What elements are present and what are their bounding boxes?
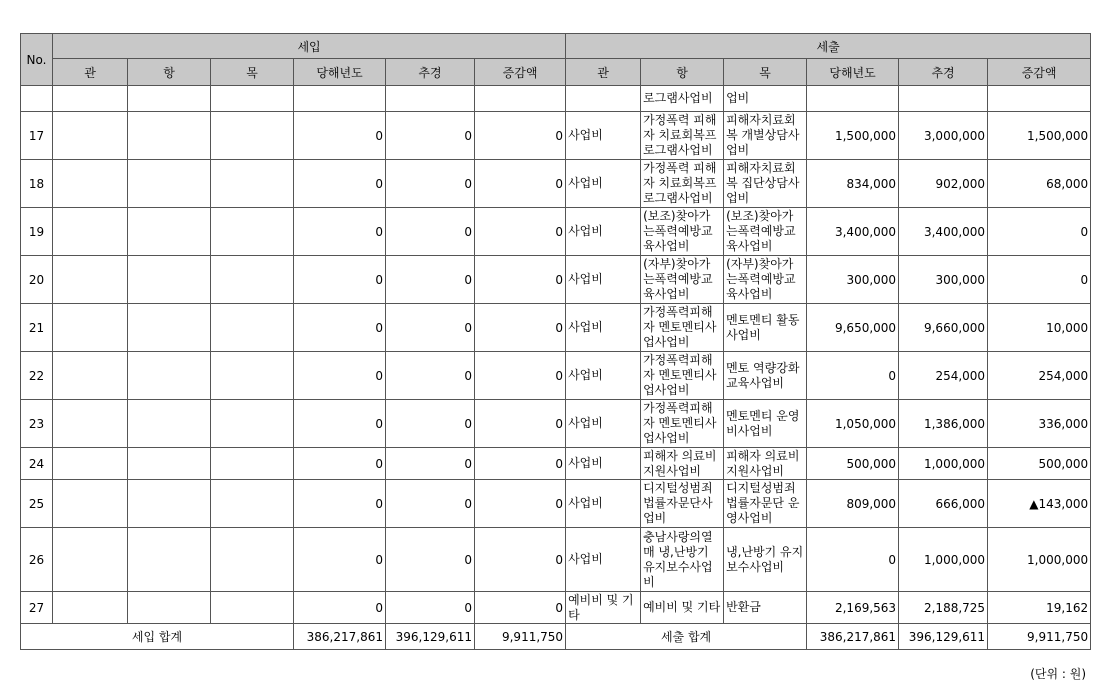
expense-current-cell: 1,050,000 [807, 400, 899, 448]
income-supplement-cell: 0 [386, 304, 475, 352]
income-supplement-cell: 0 [386, 256, 475, 304]
income-supplement-cell: 0 [386, 480, 475, 528]
income-diff-cell: 0 [475, 592, 566, 624]
income-diff-cell: 0 [475, 400, 566, 448]
expense-gwan-cell: 사업비 [566, 528, 641, 592]
expense-current-cell: 500,000 [807, 448, 899, 480]
expense-current-cell: 2,169,563 [807, 592, 899, 624]
expense-diff-cell: 500,000 [988, 448, 1091, 480]
table-row [21, 208, 1091, 256]
expense-header: 세출 [566, 34, 1091, 59]
expense-current-cell: 834,000 [807, 160, 899, 208]
expense-total-current: 386,217,861 [807, 624, 899, 650]
expense-current-cell: 0 [807, 528, 899, 592]
table-row [21, 352, 1091, 400]
income-current-cell: 0 [294, 528, 386, 592]
expense-hang-cell: 가정폭력피해자 멘토멘티사업사업비 [641, 304, 724, 352]
expense-diff-cell: 1,000,000 [988, 528, 1091, 592]
income-hang-cell [128, 400, 211, 448]
expense-hang-cell: (보조)찾아가는폭력예방교육사업비 [641, 208, 724, 256]
expense-gwan-cell: 사업비 [566, 208, 641, 256]
expense-gwan-cell: 사업비 [566, 304, 641, 352]
table-body [21, 86, 1091, 624]
income-supplement-cell: 0 [386, 448, 475, 480]
expense-supplement-cell [899, 86, 988, 112]
income-total-label: 세입 합계 [21, 624, 294, 650]
income-gwan-cell [53, 592, 128, 624]
income-gwan-cell [53, 400, 128, 448]
income-current-cell: 0 [294, 256, 386, 304]
row-no-cell [21, 86, 53, 112]
expense-diff-cell: 10,000 [988, 304, 1091, 352]
table-row [21, 112, 1091, 160]
expense-gwan-cell: 사업비 [566, 352, 641, 400]
expense-col-diff: 증감액 [988, 59, 1091, 86]
income-diff-cell: 0 [475, 112, 566, 160]
income-mok-cell [211, 448, 294, 480]
income-current-cell: 0 [294, 304, 386, 352]
expense-hang-cell: 가정폭력 피해자 치료회복프로그램사업비 [641, 160, 724, 208]
expense-supplement-cell: 9,660,000 [899, 304, 988, 352]
col-no-header: No. [21, 34, 53, 86]
table-row [21, 592, 1091, 624]
expense-current-cell: 1,500,000 [807, 112, 899, 160]
expense-supplement-cell: 300,000 [899, 256, 988, 304]
row-no-cell: 27 [21, 592, 53, 624]
expense-col-mok: 목 [724, 59, 807, 86]
income-current-cell: 0 [294, 400, 386, 448]
income-hang-cell [128, 448, 211, 480]
expense-hang-cell: 로그램사업비 [641, 86, 724, 112]
expense-current-cell [807, 86, 899, 112]
income-col-current: 당해년도 [294, 59, 386, 86]
table-row [21, 528, 1091, 592]
row-no-cell: 24 [21, 448, 53, 480]
expense-supplement-cell: 666,000 [899, 480, 988, 528]
expense-supplement-cell: 3,400,000 [899, 208, 988, 256]
income-hang-cell [128, 480, 211, 528]
table-row [21, 256, 1091, 304]
table-row [21, 86, 1091, 112]
income-total-current: 386,217,861 [294, 624, 386, 650]
expense-supplement-cell: 1,000,000 [899, 448, 988, 480]
income-mok-cell [211, 112, 294, 160]
expense-col-current: 당해년도 [807, 59, 899, 86]
expense-diff-cell: 0 [988, 256, 1091, 304]
expense-gwan-cell: 예비비 및 기타 [566, 592, 641, 624]
income-supplement-cell: 0 [386, 208, 475, 256]
totals-row [21, 624, 1091, 650]
expense-supplement-cell: 1,386,000 [899, 400, 988, 448]
income-hang-cell [128, 592, 211, 624]
expense-supplement-cell: 1,000,000 [899, 528, 988, 592]
expense-mok-cell: 반환금 [724, 592, 807, 624]
row-no-cell: 23 [21, 400, 53, 448]
expense-gwan-cell [566, 86, 641, 112]
income-hang-cell [128, 256, 211, 304]
row-no-cell: 22 [21, 352, 53, 400]
income-mok-cell [211, 86, 294, 112]
expense-hang-cell: 예비비 및 기타 [641, 592, 724, 624]
expense-hang-cell: 충남사랑의열매 냉,난방기 유지보수사업비 [641, 528, 724, 592]
expense-total-supplement: 396,129,611 [899, 624, 988, 650]
income-gwan-cell [53, 256, 128, 304]
income-hang-cell [128, 208, 211, 256]
income-mok-cell [211, 480, 294, 528]
expense-hang-cell: 디지털성범죄 법률자문단사업비 [641, 480, 724, 528]
income-mok-cell [211, 528, 294, 592]
table-row [21, 448, 1091, 480]
income-supplement-cell: 0 [386, 160, 475, 208]
income-hang-cell [128, 160, 211, 208]
expense-mok-cell: 멘토멘티 운영비사업비 [724, 400, 807, 448]
expense-mok-cell: 멘토 역량강화 교육사업비 [724, 352, 807, 400]
income-gwan-cell [53, 528, 128, 592]
expense-supplement-cell: 2,188,725 [899, 592, 988, 624]
expense-total-label: 세출 합계 [566, 624, 807, 650]
expense-diff-cell: 254,000 [988, 352, 1091, 400]
expense-mok-cell: 피해자치료회복 집단상담사업비 [724, 160, 807, 208]
income-diff-cell: 0 [475, 256, 566, 304]
expense-gwan-cell: 사업비 [566, 400, 641, 448]
income-diff-cell: 0 [475, 352, 566, 400]
income-supplement-cell: 0 [386, 352, 475, 400]
income-hang-cell [128, 528, 211, 592]
budget-table-container [20, 33, 1090, 650]
row-no-cell: 20 [21, 256, 53, 304]
expense-col-hang: 항 [641, 59, 724, 86]
income-diff-cell: 0 [475, 480, 566, 528]
row-no-cell: 21 [21, 304, 53, 352]
income-diff-cell: 0 [475, 208, 566, 256]
income-diff-cell: 0 [475, 160, 566, 208]
income-mok-cell [211, 304, 294, 352]
row-no-cell: 26 [21, 528, 53, 592]
expense-gwan-cell: 사업비 [566, 448, 641, 480]
income-supplement-cell: 0 [386, 592, 475, 624]
expense-mok-cell: 멘토멘티 활동사업비 [724, 304, 807, 352]
expense-diff-cell: ▲143,000 [988, 480, 1091, 528]
table-row [21, 160, 1091, 208]
expense-hang-cell: (자부)찾아가는폭력예방교육사업비 [641, 256, 724, 304]
expense-current-cell: 300,000 [807, 256, 899, 304]
expense-mok-cell: 디지털성범죄 법률자문단 운영사업비 [724, 480, 807, 528]
income-header: 세입 [53, 34, 566, 59]
expense-supplement-cell: 902,000 [899, 160, 988, 208]
expense-diff-cell [988, 86, 1091, 112]
expense-hang-cell: 가정폭력피해자 멘토멘티사업사업비 [641, 400, 724, 448]
income-supplement-cell [386, 86, 475, 112]
income-gwan-cell [53, 480, 128, 528]
budget-table [20, 33, 1091, 650]
table-row [21, 480, 1091, 528]
expense-current-cell: 809,000 [807, 480, 899, 528]
income-mok-cell [211, 592, 294, 624]
income-hang-cell [128, 112, 211, 160]
income-current-cell: 0 [294, 208, 386, 256]
expense-supplement-cell: 254,000 [899, 352, 988, 400]
row-no-cell: 17 [21, 112, 53, 160]
income-hang-cell [128, 86, 211, 112]
expense-diff-cell: 336,000 [988, 400, 1091, 448]
row-no-cell: 25 [21, 480, 53, 528]
expense-hang-cell: 피해자 의료비 지원사업비 [641, 448, 724, 480]
income-hang-cell [128, 352, 211, 400]
expense-current-cell: 9,650,000 [807, 304, 899, 352]
income-gwan-cell [53, 86, 128, 112]
expense-mok-cell: (보조)찾아가는폭력예방교육사업비 [724, 208, 807, 256]
income-diff-cell [475, 86, 566, 112]
income-diff-cell: 0 [475, 304, 566, 352]
expense-diff-cell: 19,162 [988, 592, 1091, 624]
expense-hang-cell: 가정폭력 피해자 치료회복프로그램사업비 [641, 112, 724, 160]
income-col-hang: 항 [128, 59, 211, 86]
income-diff-cell: 0 [475, 528, 566, 592]
income-supplement-cell: 0 [386, 528, 475, 592]
expense-col-gwan: 관 [566, 59, 641, 86]
income-current-cell: 0 [294, 592, 386, 624]
expense-mok-cell: 피해자치료회복 개별상담사업비 [724, 112, 807, 160]
expense-col-supplement: 추경 [899, 59, 988, 86]
expense-diff-cell: 68,000 [988, 160, 1091, 208]
income-mok-cell [211, 160, 294, 208]
expense-current-cell: 3,400,000 [807, 208, 899, 256]
income-gwan-cell [53, 160, 128, 208]
income-supplement-cell: 0 [386, 400, 475, 448]
row-no-cell: 18 [21, 160, 53, 208]
expense-gwan-cell: 사업비 [566, 480, 641, 528]
income-col-supplement: 추경 [386, 59, 475, 86]
income-col-gwan: 관 [53, 59, 128, 86]
income-col-diff: 증감액 [475, 59, 566, 86]
expense-mok-cell: 피해자 의료비 지원사업비 [724, 448, 807, 480]
income-mok-cell [211, 208, 294, 256]
income-gwan-cell [53, 304, 128, 352]
income-total-diff: 9,911,750 [475, 624, 566, 650]
income-mok-cell [211, 400, 294, 448]
income-hang-cell [128, 304, 211, 352]
income-current-cell: 0 [294, 160, 386, 208]
income-diff-cell: 0 [475, 448, 566, 480]
expense-gwan-cell: 사업비 [566, 256, 641, 304]
income-gwan-cell [53, 352, 128, 400]
expense-mok-cell: 업비 [724, 86, 807, 112]
income-current-cell: 0 [294, 112, 386, 160]
expense-gwan-cell: 사업비 [566, 160, 641, 208]
income-supplement-cell: 0 [386, 112, 475, 160]
income-current-cell: 0 [294, 480, 386, 528]
row-no-cell: 19 [21, 208, 53, 256]
expense-total-diff: 9,911,750 [988, 624, 1091, 650]
expense-mok-cell: (자부)찾아가는폭력예방교육사업비 [724, 256, 807, 304]
income-mok-cell [211, 256, 294, 304]
expense-current-cell: 0 [807, 352, 899, 400]
income-gwan-cell [53, 448, 128, 480]
expense-hang-cell: 가정폭력피해자 멘토멘티사업사업비 [641, 352, 724, 400]
table-row [21, 304, 1091, 352]
income-total-supplement: 396,129,611 [386, 624, 475, 650]
expense-diff-cell: 1,500,000 [988, 112, 1091, 160]
income-current-cell [294, 86, 386, 112]
income-gwan-cell [53, 208, 128, 256]
income-mok-cell [211, 352, 294, 400]
unit-note: (단위 : 원) [1030, 667, 1086, 681]
income-gwan-cell [53, 112, 128, 160]
expense-gwan-cell: 사업비 [566, 112, 641, 160]
income-col-mok: 목 [211, 59, 294, 86]
expense-supplement-cell: 3,000,000 [899, 112, 988, 160]
table-row [21, 400, 1091, 448]
income-current-cell: 0 [294, 352, 386, 400]
expense-diff-cell: 0 [988, 208, 1091, 256]
income-current-cell: 0 [294, 448, 386, 480]
expense-mok-cell: 냉,난방기 유지보수사업비 [724, 528, 807, 592]
